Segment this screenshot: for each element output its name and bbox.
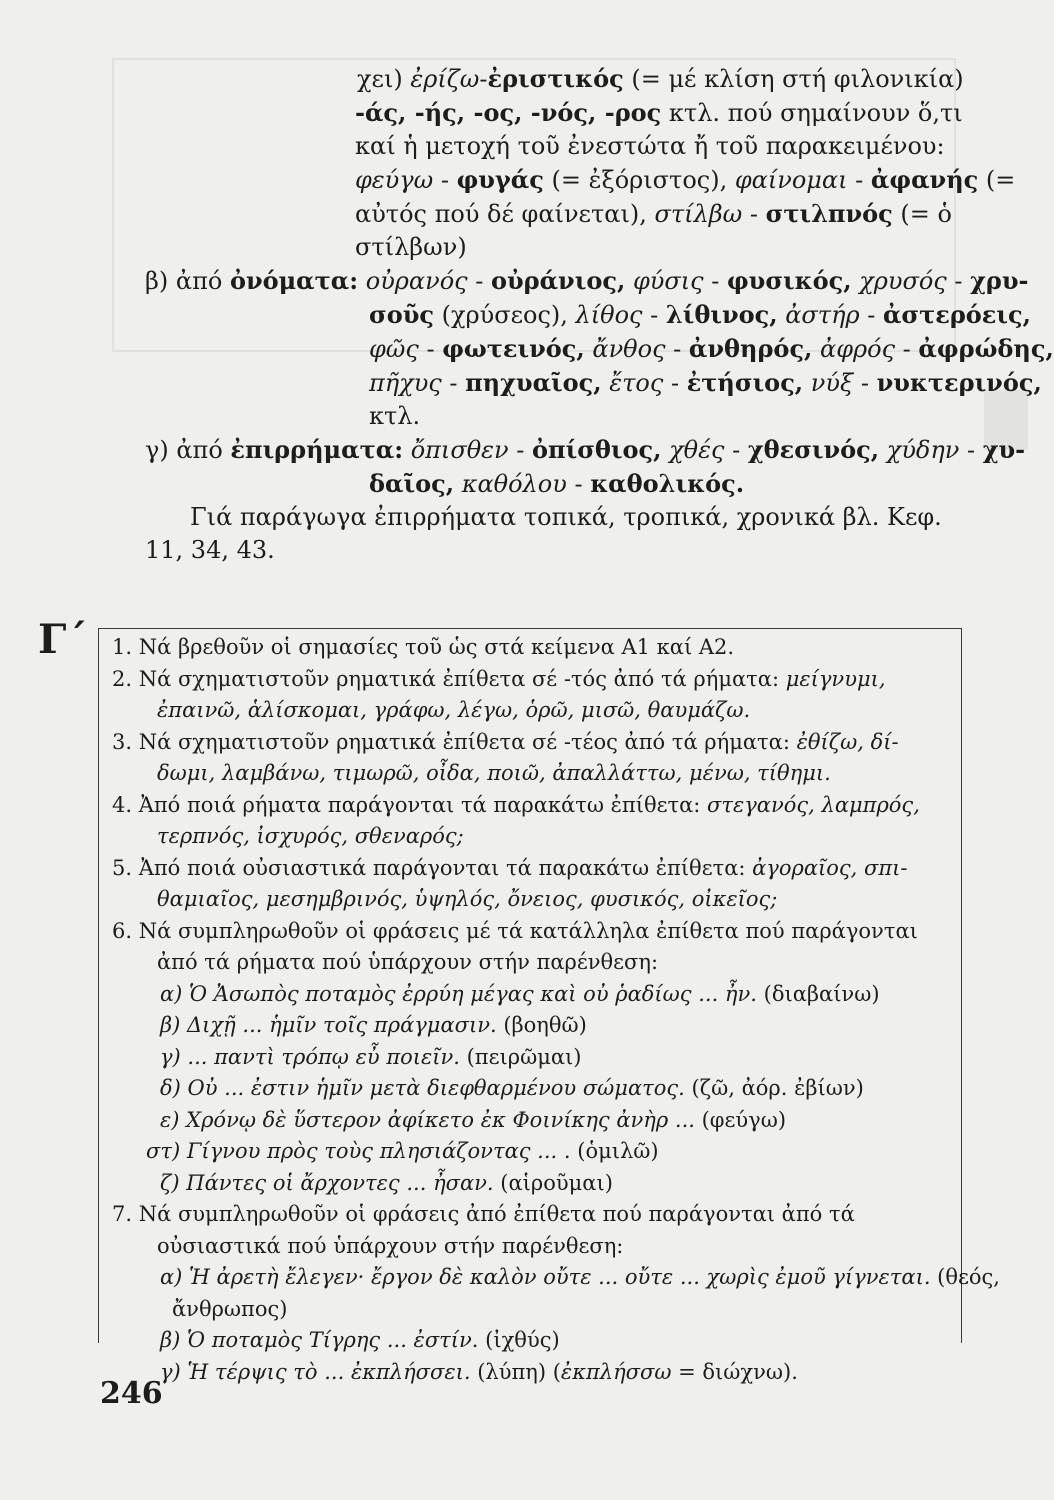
section-marker: Γ΄	[38, 616, 89, 663]
text-line: δαῖος, καθόλου - καθολικός.	[369, 469, 745, 498]
sentence-item: στ) Γίγνου πρὸς τοὺς πλησιάζοντας ... . (ὁμιλῶ)	[146, 1139, 659, 1163]
sentence-item: δ) Οὐ ... ἐστιν ἡμῖν μετὰ διεφθαρμένου σώματος. (ζῶ, ἀόρ. ἐβίων)	[160, 1076, 864, 1100]
exercise-item: 4. Ἀπό ποιά ρήματα παράγονται τά παρακάτω ἐπίθετα: στεγανός, λαμπρός,	[112, 792, 920, 817]
text-line: φεύγω - φυγάς (= ἐξόριστος), φαίνομαι - ἀφανής (=	[355, 165, 1016, 194]
exercise-continuation: τερπνός, ἰσχυρός, σθεναρός;	[157, 824, 464, 848]
exercise-item: 3. Νά σχηματιστοῦν ρηματικά ἐπίθετα σέ -τέος ἀπό τά ρήματα: ἐθίζω, δί-	[112, 729, 899, 754]
sentence-continuation: ἄνθρωπος)	[172, 1296, 288, 1321]
exercise-item: 6. Νά συμπληρωθοῦν οἱ φράσεις μέ τά κατάλληλα ἐπίθετα πού παράγονται	[112, 918, 918, 943]
text-line: φῶς - φωτεινός, ἄνθος - ἀνθηρός, ἀφρός - ἀφρώδης,	[369, 334, 1054, 363]
text-line: σοῦς (χρύσεος), λίθος - λίθινος, ἀστήρ - ἀστερόεις,	[369, 300, 1031, 329]
sentence-item: α) Ἡ ἀρετὴ ἔλεγεν· ἔργον δὲ καλὸν οὔτε ... οὔτε ... χωρὶς ἐμοῦ γίγνεται. (θεός,	[160, 1265, 1000, 1289]
exercise-item: 5. Ἀπό ποιά οὐσιαστικά παράγονται τά παρακάτω ἐπίθετα: ἀγοραῖος, σπι-	[112, 855, 908, 880]
sentence-item: β) Ὁ ποταμὸς Τίγρης ... ἐστίν. (ἰχθύς)	[160, 1328, 560, 1352]
exercises-list	[112, 632, 1000, 1388]
sentence-item: γ) ... παντὶ τρόπῳ εὖ ποιεῖν. (πειρῶμαι)	[160, 1044, 582, 1069]
text-line: -άς, -ής, -ος, -νός, -ρος κτλ. πού σημαίνουν ὅ,τι	[355, 98, 963, 127]
text-line: στίλβων)	[355, 233, 467, 261]
exercise-item: 7. Νά συμπληρωθοῦν οἱ φράσεις ἀπό ἐπίθετα πού παράγονται ἀπό τά	[112, 1202, 855, 1226]
text-line: κτλ.	[369, 402, 421, 430]
note-line: Γιά παράγωγα ἐπιρρήματα τοπικά, τροπικά, χρονικά βλ. Κεφ.	[190, 503, 942, 531]
text-line: πῆχυς - πηχυαῖος, ἔτος - ἐτήσιος, νύξ - νυκτερινός,	[369, 368, 1042, 397]
derivation-section	[145, 62, 1054, 567]
page-number: 246	[100, 1376, 163, 1411]
sentence-item: γ) Ἡ τέρψις τὸ ... ἐκπλήσσει. (λύπη) (ἐκπλήσσω = διώχνω).	[160, 1359, 798, 1384]
exercise-continuation: ἀπό τά ρήματα πού ὑπάρχουν στήν παρένθεση:	[157, 950, 659, 974]
sentence-item: β) Διχῇ ... ἡμῖν τοῖς πράγμασιν. (βοηθῶ)	[160, 1013, 587, 1037]
exercise-continuation: ἐπαινῶ, ἁλίσκομαι, γράφω, λέγω, ὁρῶ, μισῶ, θαυμάζω.	[157, 698, 751, 722]
exercise-continuation: οὐσιαστικά πού ὑπάρχουν στήν παρένθεση:	[157, 1233, 624, 1258]
subsection-g: γ) ἀπό ἐπιρρήματα: ὄπισθεν - ὀπίσθιος, χθές - χθεσινός, χύδην - χυ-	[145, 435, 1026, 464]
sentence-item: α) Ὁ Ἀσωπὸς ποταμὸς ἐρρύη μέγας καὶ οὐ ῥαδίως ... ἦν. (διαβαίνω)	[160, 981, 880, 1006]
sentence-item: ζ) Πάντες οἱ ἄρχοντες ... ἦσαν. (αἱροῦμαι)	[160, 1170, 613, 1195]
exercise-item: 1. Νά βρεθοῦν οἱ σημασίες τοῦ ὡς στά κείμενα Α1 καί Α2.	[112, 635, 735, 659]
subsection-b: β) ἀπό ὀνόματα: οὐρανός - οὐράνιος, φύσις - φυσικός, χρυσός - χρυ-	[145, 266, 1029, 295]
exercise-item: 2. Νά σχηματιστοῦν ρηματικά ἐπίθετα σέ -τός ἀπό τά ρήματα: μείγνυμι,	[112, 666, 886, 691]
text-line: καί ἡ μετοχή τοῦ ἐνεστώτα ἤ τοῦ παρακειμένου:	[355, 132, 945, 160]
exercise-continuation: δωμι, λαμβάνω, τιμωρῶ, οἶδα, ποιῶ, ἀπαλλάττω, μένω, τίθημι.	[157, 761, 831, 785]
text-line: αὐτός πού δέ φαίνεται), στίλβω - στιλπνός (= ὁ	[355, 199, 952, 228]
note-line: 11, 34, 43.	[145, 536, 275, 564]
exercise-continuation: θαμιαῖος, μεσημβρινός, ὑψηλός, ὄνειος, φυσικός, οἰκεῖος;	[157, 887, 778, 911]
text-line: χει) ἐρίζω-ἐριστικός (= μέ κλίση στή φιλονικία)	[357, 64, 964, 93]
sentence-item: ε) Χρόνῳ δὲ ὕστερον ἀφίκετο ἐκ Φοινίκης ἀνὴρ ... (φεύγω)	[160, 1107, 787, 1132]
